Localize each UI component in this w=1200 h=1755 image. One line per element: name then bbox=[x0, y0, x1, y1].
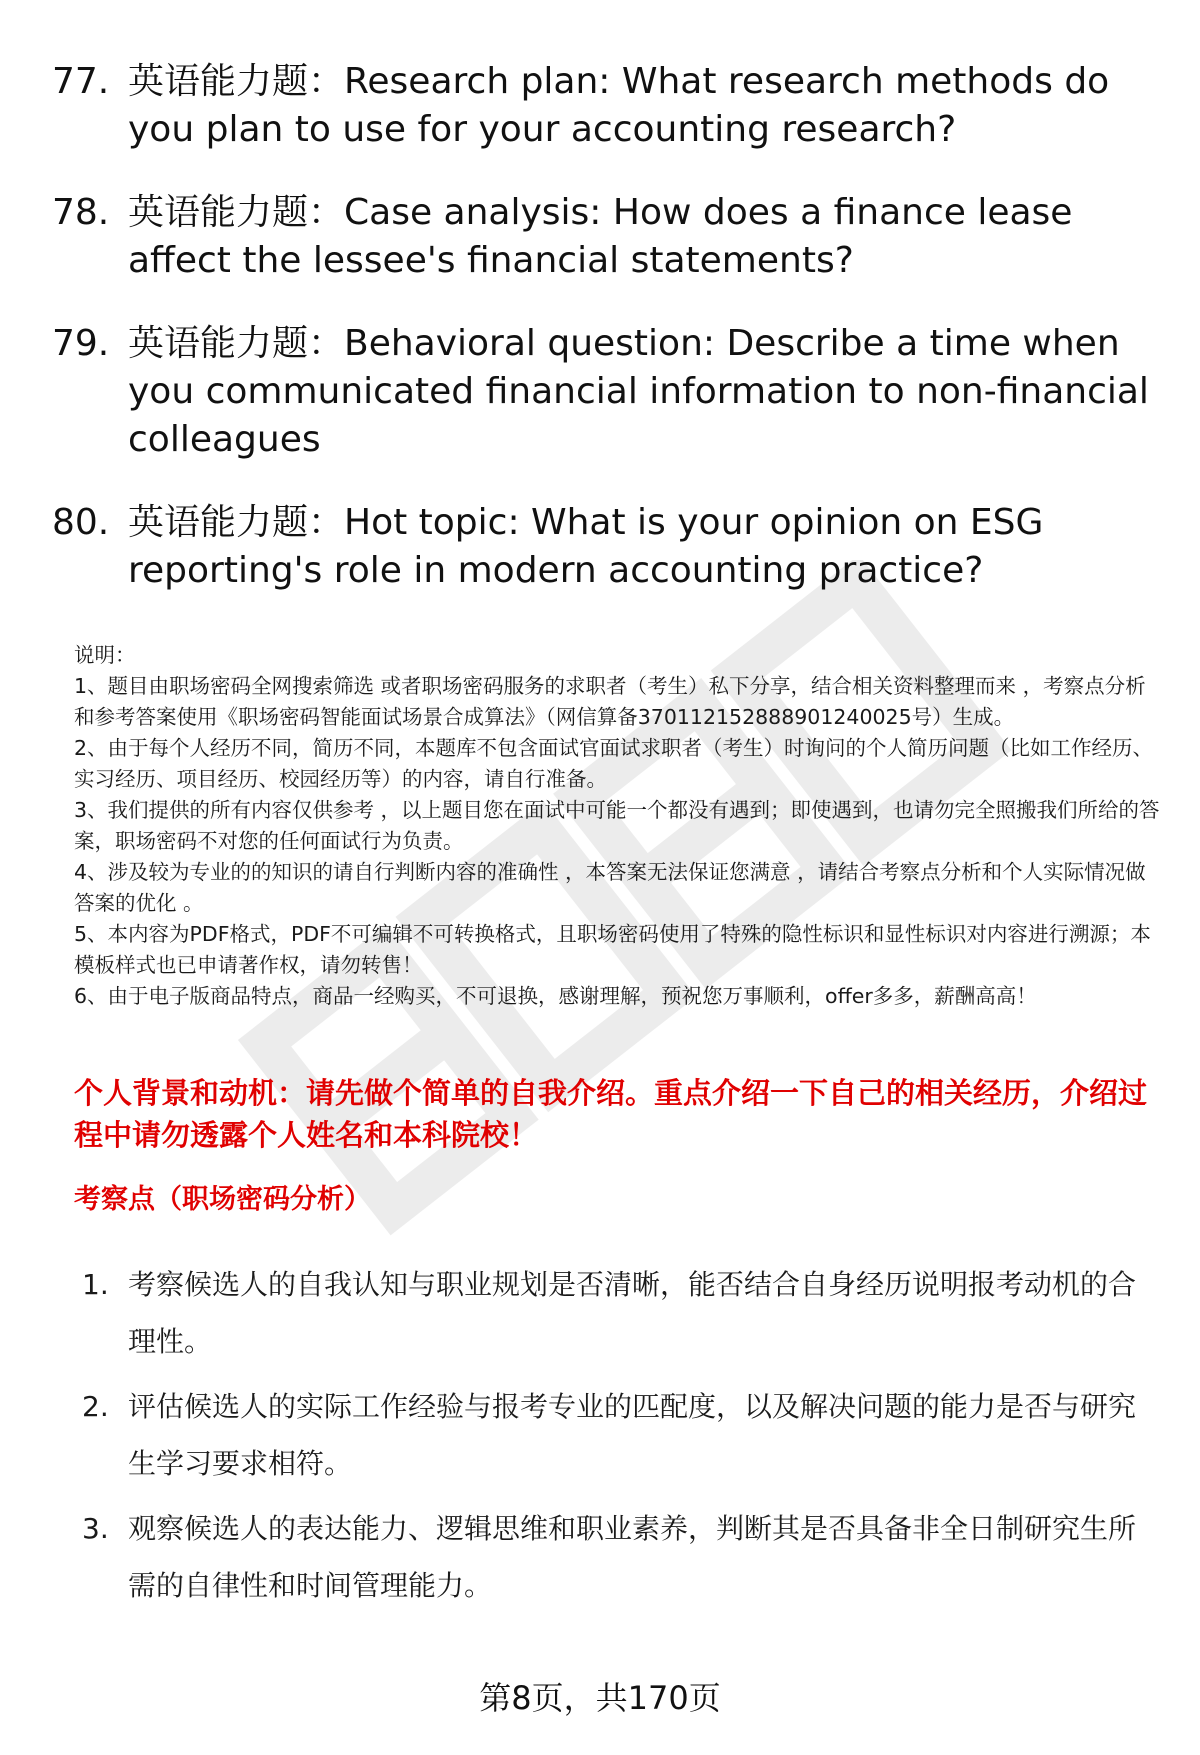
page-footer: 第8页，共170页 bbox=[479, 1679, 721, 1717]
question-text: 英语能力题：Hot topic: What is your opinion on ESG reporting's role in modern accounting practice? bbox=[128, 502, 1044, 591]
question-number: 80. bbox=[52, 502, 110, 543]
notes-heading: 说明： bbox=[74, 643, 136, 667]
note-item: 3、我们提供的所有内容仅供参考 ，以上题目您在面试中可能一个都没有遇到；即使遇到，也请勿完全照搬我们所给的答案，职场密码不对您的任何面试行为负责。 bbox=[74, 798, 1160, 853]
question-item bbox=[52, 499, 1162, 595]
notes-block bbox=[74, 640, 1164, 1012]
analysis-points bbox=[82, 1256, 1162, 1622]
analysis-point bbox=[82, 1500, 1162, 1614]
note-item: 2、由于每个人经历不同，简历不同，本题库不包含面试官面试求职者（考生）时询问的个人简历问题（比如工作经历、实习经历、项目经历、校园经历等）的内容，请自行准备。 bbox=[74, 736, 1154, 791]
analysis-point bbox=[82, 1378, 1162, 1492]
point-text: 考察候选人的自我认知与职业规划是否清晰，能否结合自身经历说明报考动机的合理性。 bbox=[128, 1268, 1137, 1358]
note-item: 4、涉及较为专业的的知识的请自行判断内容的准确性 ，本答案无法保证您满意 ，请结合考察点分析和个人实际情况做答案的优化 。 bbox=[74, 860, 1146, 915]
analysis-point bbox=[82, 1256, 1162, 1370]
note-item: 6、由于电子版商品特点，商品一经购买，不可退换，感谢理解，预祝您万事顺利，offer多多，薪酬高高！ bbox=[74, 984, 1037, 1008]
question-number: 78. bbox=[52, 192, 110, 233]
question-item bbox=[52, 58, 1162, 154]
question-list bbox=[52, 58, 1162, 630]
question-text: 英语能力题：Behavioral question: Describe a time when you communicated financial information to non-financial colleagues bbox=[128, 323, 1149, 460]
point-number: 2. bbox=[82, 1390, 109, 1423]
note-item: 1、题目由职场密码全网搜索筛选 或者职场密码服务的求职者（考生）私下分享，结合相关资料整理而来 ，考察点分析和参考答案使用《职场密码智能面试场景合成算法》（网信算备370112152888901240025号）生成。 bbox=[74, 674, 1146, 729]
question-item bbox=[52, 189, 1162, 285]
point-number: 1. bbox=[82, 1268, 109, 1301]
point-text: 评估候选人的实际工作经验与报考专业的匹配度，以及解决问题的能力是否与研究生学习要求相符。 bbox=[128, 1390, 1137, 1480]
analysis-title: 考察点（职场密码分析） bbox=[74, 1184, 371, 1215]
point-text: 观察候选人的表达能力、逻辑思维和职业素养，判断其是否具备非全日制研究生所需的自律性和时间管理能力。 bbox=[128, 1512, 1137, 1602]
question-text: 英语能力题：Case analysis: How does a finance lease affect the lessee's financial statements? bbox=[128, 192, 1073, 281]
question-number: 79. bbox=[52, 323, 110, 364]
featured-question: 个人背景和动机：请先做个简单的自我介绍。重点介绍一下自己的相关经历，介绍过程中请勿透露个人姓名和本科院校！ bbox=[74, 1076, 1148, 1152]
question-number: 77. bbox=[52, 61, 110, 102]
question-item bbox=[52, 320, 1162, 464]
note-item: 5、本内容为PDF格式，PDF不可编辑不可转换格式，且职场密码使用了特殊的隐性标识和显性标识对内容进行溯源；本模板样式也已申请著作权，请勿转售！ bbox=[74, 922, 1151, 977]
question-text: 英语能力题：Research plan: What research methods do you plan to use for your accounting research? bbox=[128, 61, 1110, 150]
point-number: 3. bbox=[82, 1512, 109, 1545]
